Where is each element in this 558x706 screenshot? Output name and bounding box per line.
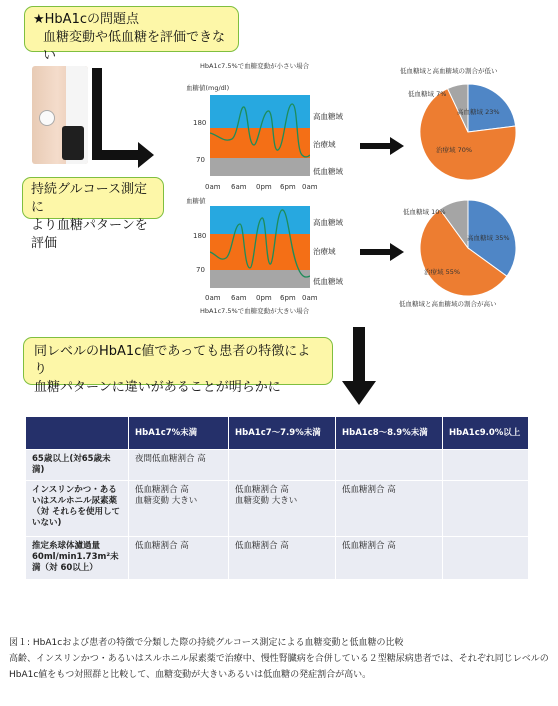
callout-line1: 同レベルのHbA1c値であっても患者の特徴により [34,344,311,377]
low-zone-band [210,270,310,288]
table-row-header: インスリンかつ・あるいはスルホニル尿素薬（対 それらを使用していない) [26,481,129,537]
table-row-header: 65歳以上(対65歳未満) [26,450,129,481]
top-xtick-3: 6pm [280,183,296,191]
right-arrow-icon [360,137,406,155]
top-xtick-1: 6am [231,183,247,191]
table-cell: 夜間低血糖割合 高 [129,450,229,481]
callout-line2: より血糖パターンを評価 [31,218,148,251]
bottom-xtick-2: 0pm [256,294,272,302]
table-cell [443,481,529,537]
table-row [26,450,529,481]
top-glucose-chart [210,95,310,176]
top-zone-target-label: 治療域 [313,140,336,149]
bottom-chart-footer: HbA1c7.5%で血糖変動が大きい場合 [200,307,310,315]
top-pie-label-target: 治療域 70% [436,146,473,154]
hba1c-problem-callout [24,6,239,63]
table-cell [443,537,529,580]
table-cell: 低血糖割合 高 血糖変動 大きい [229,481,336,537]
cgm-sensor-photo [32,66,88,164]
table-cell: 低血糖割合 高 [336,537,443,580]
bottom-ytick-180: 180 [193,232,207,240]
table-header-row [26,417,529,450]
top-chart-ylabel: 血糖値(mg/dl) [186,84,230,92]
bottom-chart-ylabel: 血糖値 [186,197,206,205]
table-header-cell: HbA1c9.0%以上 [443,417,529,450]
bottom-xtick-3: 6pm [280,294,296,302]
table-cell [229,450,336,481]
top-zone-high-label: 高血糖域 [313,112,343,121]
bottom-zone-high-label: 高血糖域 [313,218,343,227]
table-cell [336,450,443,481]
top-pie-title: 低血糖域と高血糖域の割合が低い [400,67,498,75]
down-arrow-icon [340,327,378,407]
table-header-cell [26,417,129,450]
sensor-patch-icon [39,110,55,126]
cgm-callout [22,177,164,251]
patient-characteristics-table [25,417,529,580]
target-zone-band [210,128,310,158]
table-header-cell: HbA1c8～8.9%未満 [336,417,443,450]
top-xtick-0: 0am [205,183,221,191]
bottom-xtick-1: 6am [231,294,247,302]
figure-caption [9,635,549,683]
caption-title: 図１: HbA1cおよび患者の特徴で分類した際の持続グルコース測定による血糖変動と低血糖の比較 [9,638,404,648]
top-pie-label-low: 低血糖域 7% [408,90,447,98]
table-row-header: 推定糸球体濾過量60ml/min1.73m²未満（対 60以上） [26,537,129,580]
cgm-reader-icon [62,126,84,160]
top-pie-label-high: 高血糖域 23% [457,108,500,116]
callout-heading: ★HbA1cの問題点 [33,12,139,27]
l-arrow-icon [86,66,158,170]
table-row [26,481,529,537]
target-zone-band [210,234,310,270]
top-zone-low-label: 低血糖域 [313,167,343,176]
table-header-cell: HbA1c7%未満 [129,417,229,450]
bottom-ytick-70: 70 [196,266,205,274]
callout-line2: 血糖パターンに違いがあることが明らかに [34,380,281,395]
bottom-xtick-4: 0am [302,294,318,302]
finding-callout [23,337,333,395]
bottom-xtick-0: 0am [205,294,221,302]
top-xtick-2: 0pm [256,183,272,191]
bottom-zone-low-label: 低血糖域 [313,277,343,286]
bottom-zone-target-label: 治療域 [313,247,336,256]
callout-subtext: 血糖変動や低血糖を評価できない [43,30,226,63]
table-cell: 低血糖割合 高 [229,537,336,580]
table-cell: 低血糖割合 高 血糖変動 大きい [129,481,229,537]
caption-body: 高齢、インスリンかつ・あるいはスルホニル尿素薬で治療中、慢性腎臓病を合併している２型糖尿病患者では、それぞれ同じレベルのHbA1c値をもつ対照群と比較して、血糖変動が大きいあるいは低血糖の発症割合が高い。 [9,654,549,680]
table-cell [443,450,529,481]
top-xtick-4: 0am [302,183,318,191]
table-row [26,537,529,580]
table-cell: 低血糖割合 高 [336,481,443,537]
top-ytick-180: 180 [193,119,207,127]
bottom-glucose-chart [210,206,310,288]
bottom-pie-title: 低血糖域と高血糖域の割合が高い [399,300,497,308]
table-header-cell: HbA1c7～7.9%未満 [229,417,336,450]
callout-line1: 持続グルコース測定に [31,182,147,215]
top-ytick-70: 70 [196,156,205,164]
bottom-pie-label-low: 低血糖域 10% [403,208,446,216]
bottom-pie-label-target: 治療域 55% [424,268,461,276]
top-chart-title: HbA1c7.5%で血糖変動が小さい場合 [200,62,310,70]
bottom-pie-label-high: 高血糖域 35% [467,234,510,242]
right-arrow-icon [360,243,406,261]
table-cell: 低血糖割合 高 [129,537,229,580]
low-zone-band [210,158,310,176]
